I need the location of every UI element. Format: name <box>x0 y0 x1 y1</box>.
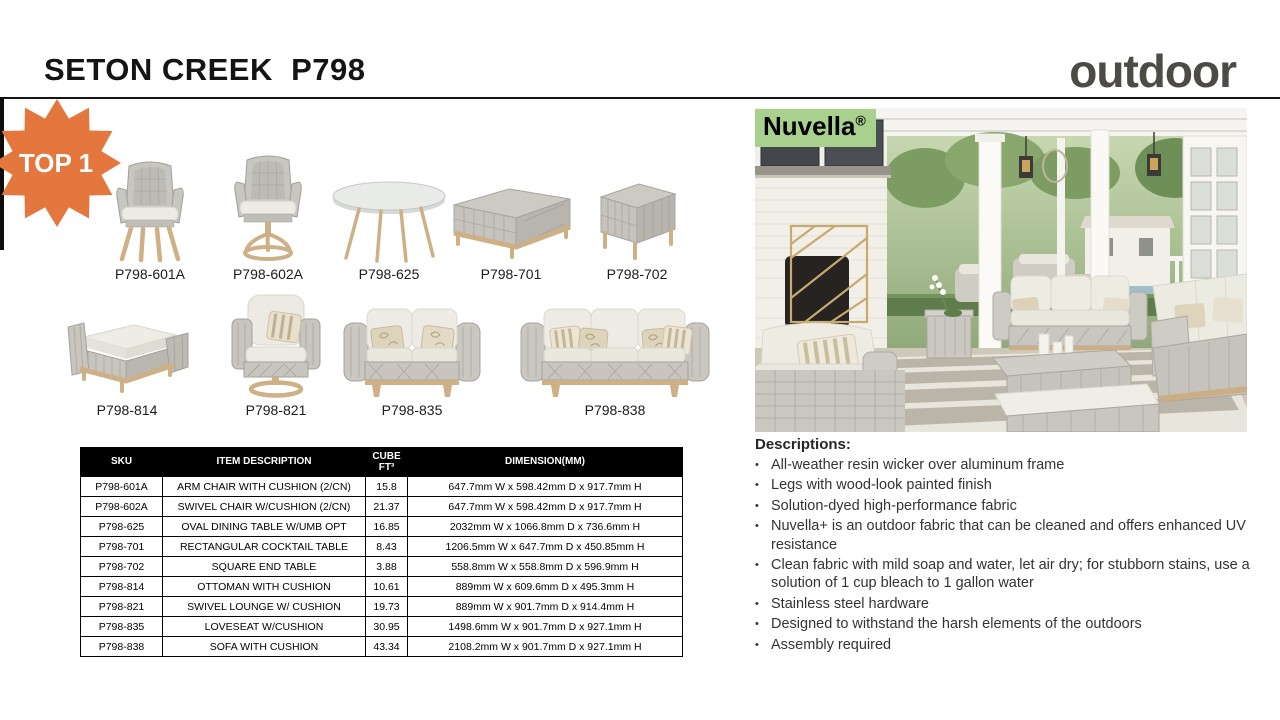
product-swivel-chair <box>213 150 323 282</box>
description-item: • Assembly required <box>755 636 892 653</box>
product-ottoman <box>64 292 190 418</box>
description-item: • Solution-dyed high-performance fabric <box>755 497 1017 514</box>
sku-cell: P798-835 <box>81 617 163 637</box>
product-label: P798-821 <box>245 402 307 418</box>
registered-mark: ® <box>855 112 866 129</box>
dimension-cell: 1206.5mm W x 647.7mm D x 450.85mm H <box>408 537 683 557</box>
dimension-cell: 2032mm W x 1066.8mm D x 736.6mm H <box>408 517 683 537</box>
description-item: • All-weather resin wicker over aluminum frame <box>755 457 1065 473</box>
cube-cell: 21.37 <box>366 497 408 517</box>
table-row <box>81 557 683 577</box>
descriptions-heading: Descriptions: <box>755 436 851 453</box>
product-label: P798-625 <box>358 266 420 282</box>
product-image-sofa <box>515 292 715 399</box>
product-label: P798-601A <box>114 266 186 282</box>
description-item: • Legs with wood-look painted finish <box>755 477 992 494</box>
lifestyle-photo <box>755 108 1247 432</box>
bullet-icon: • <box>755 618 759 631</box>
table-header-row <box>81 448 683 477</box>
sku-cell: P798-601A <box>81 477 163 497</box>
table-row <box>81 477 683 497</box>
table-row <box>81 497 683 517</box>
product-label: P798-701 <box>480 266 542 282</box>
description-cell: ARM CHAIR WITH CUSHION (2/CN) <box>163 477 366 497</box>
description-cell: SOFA WITH CUSHION <box>163 637 366 657</box>
product-label: P798-835 <box>381 402 443 418</box>
bullet-icon: • <box>755 520 759 533</box>
cube-cell: 3.88 <box>366 557 408 577</box>
header-item-description: ITEM DESCRIPTION <box>163 448 366 477</box>
product-loveseat <box>340 292 484 418</box>
spec-table <box>80 447 683 657</box>
description-item: • Clean fabric with mild soap and water, let air dry; for stubborn stains, use a solution of 1 cup bleach to 1 gallon water <box>755 557 1250 592</box>
bullet-icon: • <box>755 638 759 651</box>
product-end-table <box>577 150 697 282</box>
dimension-cell: 558.8mm W x 558.8mm D x 596.9mm H <box>408 557 683 577</box>
table-row <box>81 617 683 637</box>
dimension-cell: 647.7mm W x 598.42mm D x 917.7mm H <box>408 497 683 517</box>
product-image-arm-chair <box>106 150 194 263</box>
description-cell: RECTANGULAR COCKTAIL TABLE <box>163 537 366 557</box>
bullet-icon: • <box>755 479 759 492</box>
sku-cell: P798-701 <box>81 537 163 557</box>
product-label: P798-602A <box>232 266 304 282</box>
cube-cell: 19.73 <box>366 597 408 617</box>
sku-cell: P798-814 <box>81 577 163 597</box>
description-cell: LOVESEAT W/CUSHION <box>163 617 366 637</box>
table-row <box>81 577 683 597</box>
header-divider <box>0 97 1280 99</box>
sku-cell: P798-821 <box>81 597 163 617</box>
dimension-cell: 1498.6mm W x 901.7mm D x 927.1mm H <box>408 617 683 637</box>
cube-cell: 16.85 <box>366 517 408 537</box>
sku-cell: P798-838 <box>81 637 163 657</box>
product-image-end-table <box>591 150 683 263</box>
description-item: • Stainless steel hardware <box>755 595 929 612</box>
dimension-cell: 889mm W x 901.7mm D x 914.4mm H <box>408 597 683 617</box>
bullet-icon: • <box>755 499 759 512</box>
bullet-icon: • <box>755 559 759 572</box>
product-label: P798-838 <box>584 402 646 418</box>
product-oval-table <box>327 150 451 282</box>
product-arm-chair <box>95 150 205 282</box>
header-cube-ft: CUBE FT³ <box>366 448 408 477</box>
product-label: P798-814 <box>96 402 158 418</box>
brand-logo: outdoor <box>1069 45 1236 97</box>
sku-cell: P798-602A <box>81 497 163 517</box>
product-image-oval-table <box>329 150 449 263</box>
header-dimension: DIMENSION(MM) <box>408 448 683 477</box>
product-image-swivel-lounge <box>222 287 330 399</box>
cube-cell: 15.8 <box>366 477 408 497</box>
product-image-loveseat <box>338 292 486 399</box>
description-cell: SWIVEL CHAIR W/CUSHION (2/CN) <box>163 497 366 517</box>
bullet-icon: • <box>755 597 759 610</box>
cube-cell: 43.34 <box>366 637 408 657</box>
table-row <box>81 517 683 537</box>
nuvella-label: Nuvella <box>763 111 856 141</box>
header-sku: SKU <box>81 448 163 477</box>
table-row <box>81 537 683 557</box>
product-label: P798-702 <box>606 266 668 282</box>
cube-cell: 10.61 <box>366 577 408 597</box>
dimension-cell: 647.7mm W x 598.42mm D x 917.7mm H <box>408 477 683 497</box>
page-title: SETON CREEK P798 <box>44 52 366 87</box>
description-cell: SQUARE END TABLE <box>163 557 366 577</box>
product-cocktail-table <box>446 150 576 282</box>
description-item: • Designed to withstand the harsh elements of the outdoors <box>755 616 1142 633</box>
product-image-swivel-chair <box>224 150 312 263</box>
product-image-ottoman <box>62 292 192 399</box>
dimension-cell: 2108.2mm W x 901.7mm D x 927.1mm H <box>408 637 683 657</box>
sku-cell: P798-625 <box>81 517 163 537</box>
nuvella-badge <box>755 109 876 147</box>
description-cell: OVAL DINING TABLE W/UMB OPT <box>163 517 366 537</box>
product-sofa <box>515 292 715 418</box>
bullet-icon: • <box>755 459 759 471</box>
badge-label: TOP 1 <box>18 148 94 178</box>
right-sofa <box>1151 274 1247 402</box>
table-row <box>81 597 683 617</box>
cube-cell: 8.43 <box>366 537 408 557</box>
product-image-cocktail-table <box>446 150 576 263</box>
cube-cell: 30.95 <box>366 617 408 637</box>
dimension-cell: 889mm W x 609.6mm D x 495.3mm H <box>408 577 683 597</box>
description-cell: OTTOMAN WITH CUSHION <box>163 577 366 597</box>
table-row <box>81 637 683 657</box>
description-cell: SWIVEL LOUNGE W/ CUSHION <box>163 597 366 617</box>
product-swivel-lounge <box>213 292 339 418</box>
sku-cell: P798-702 <box>81 557 163 577</box>
description-item: • Nuvella+ is an outdoor fabric that can be cleaned and offers enhanced UV resistance <box>755 518 1246 553</box>
descriptions-section <box>755 436 1269 656</box>
